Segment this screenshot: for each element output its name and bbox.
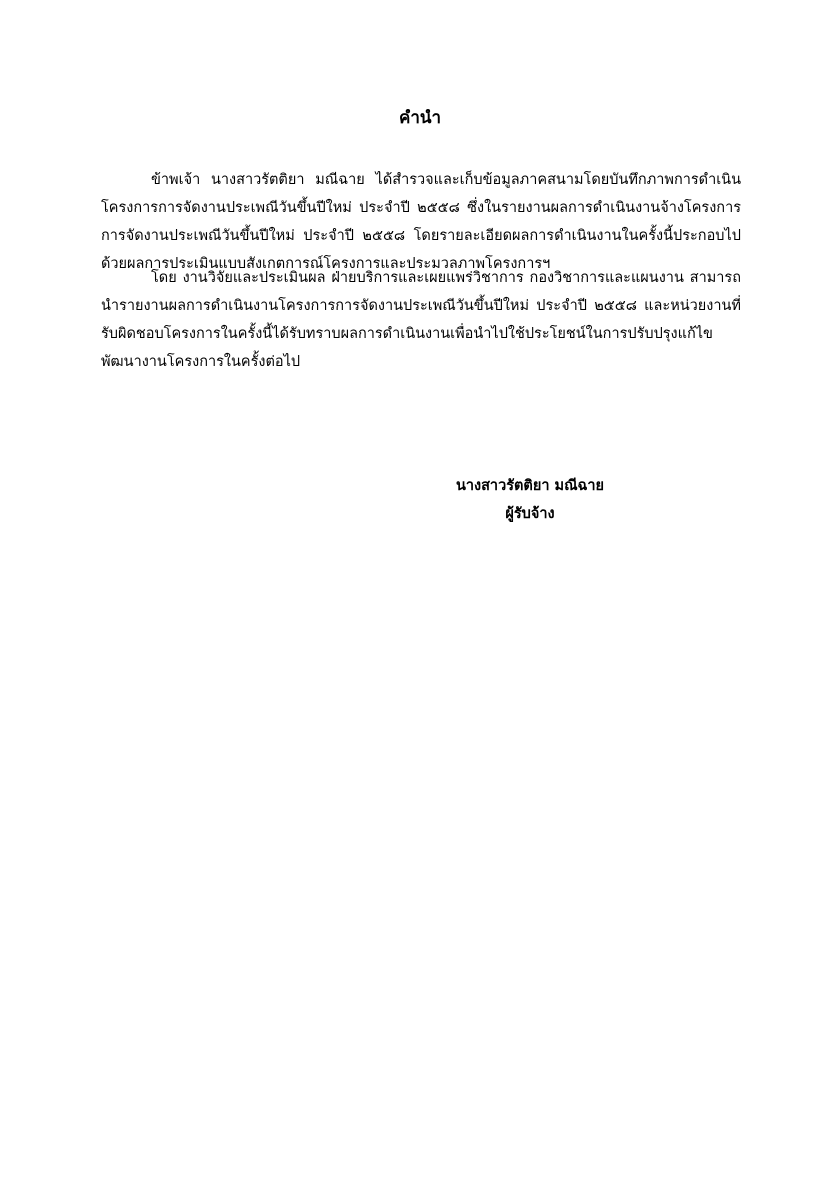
signature-role: ผู้รับจ้าง [505,506,555,522]
preface-paragraph-2: โดย งานวิจัยและประเมินผล ฝ่ายบริการและเผยแพร่วิชาการ กองวิชาการและแผนงาน สามารถนำรายงานผลการดำเนินงานโครงการการจัดงานประเพณีวันขึ้นปีใหม่ ประจำปี ๒๕๕๘ และหน่วยงานที่รับผิดชอบโครงการในครั้งนี้ได้รับทราบผลการดำเนินงานเพื่อนำไปใช้ประโยชน์ในการปรับปรุงแก้ไขพัฒนางานโครงการในครั้งต่อไป [101,270,741,370]
preface-paragraph-1: ข้าพเจ้า นางสาวรัตติยา มณีฉาย ได้สำรวจและเก็บข้อมูลภาคสนามโดยบันทึกภาพการดำเนินโครงการการจัดงานประเพณีวันขึ้นปีใหม่ ประจำปี ๒๕๕๘ ซึ่งในรายงานผลการดำเนินงานจ้างโครงการการจัดงานประเพณีวันขึ้นปีใหม่ ประจำปี ๒๕๕๘ โดยรายละเอียดผลการดำเนินงานในครั้งนี้ประกอบไปด้วยผลการประเมินแบบสังเกตการณ์โครงการและประมวลภาพโครงการฯ [101,172,741,272]
signature-name: นางสาวรัตติยา มณีฉาย [455,478,605,494]
signature-block [430,472,630,528]
page-title: คำนำ [398,108,442,128]
